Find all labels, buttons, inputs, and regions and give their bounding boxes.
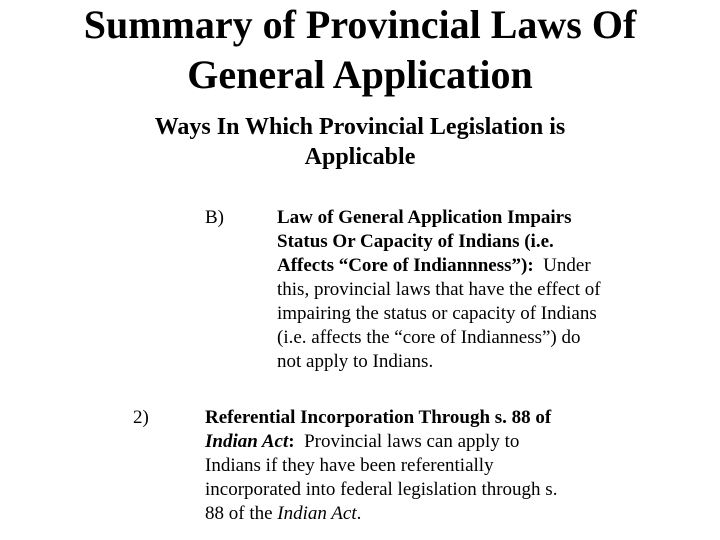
item-b-line-3 — [277, 254, 717, 278]
item-2-heading-italic: Indian Act — [205, 431, 289, 452]
item-2-heading-colon: : — [288, 431, 295, 452]
slide-subtitle-line-2: Applicable — [304, 144, 416, 170]
item-b-text-line-4: this, provincial laws that have the effect of — [277, 279, 601, 300]
item-b-text-line-3: Under — [543, 255, 591, 276]
item-2-text-line-3: Indians if they have been referentially — [205, 455, 494, 476]
slide-title — [0, 0, 720, 100]
item-b-text-line-6: (i.e. affects the “core of Indianness”) do — [277, 327, 581, 348]
item-2-line-2 — [205, 430, 645, 454]
item-b-heading-line-2: Status Or Capacity of Indians (i.e. — [277, 231, 554, 252]
item-2-text-line-5-italic: Indian Act — [277, 503, 357, 524]
item-2-text-line-2: Provincial laws can apply to — [304, 431, 520, 452]
item-b-body — [277, 206, 717, 374]
item-2-text-line-4: incorporated into federal legislation through s. — [205, 479, 558, 500]
item-b-text-line-7: not apply to Indians. — [277, 351, 434, 372]
item-b-text-line-5: impairing the status or capacity of Indians — [277, 303, 597, 324]
item-2-marker: 2) — [133, 407, 149, 428]
item-2-text-line-5-suffix: . — [356, 503, 362, 524]
slide-subtitle-line-1: Ways In Which Provincial Legislation is — [154, 114, 566, 140]
slide-title-line-2: General Application — [187, 52, 533, 97]
item-b-marker: B) — [205, 207, 224, 228]
item-2-text-line-5-prefix: 88 of the — [205, 503, 273, 524]
item-b-heading-line-1: Law of General Application Impairs — [277, 207, 572, 228]
item-2-body — [205, 406, 645, 526]
item-b-heading-line-3: Affects “Core of Indiannness”): — [277, 255, 534, 276]
item-2-heading-line-1: Referential Incorporation Through s. 88 of — [205, 407, 552, 428]
slide-title-line-1: Summary of Provincial Laws Of — [83, 2, 637, 47]
slide-subtitle — [0, 112, 720, 172]
item-2-line-5 — [205, 502, 645, 526]
